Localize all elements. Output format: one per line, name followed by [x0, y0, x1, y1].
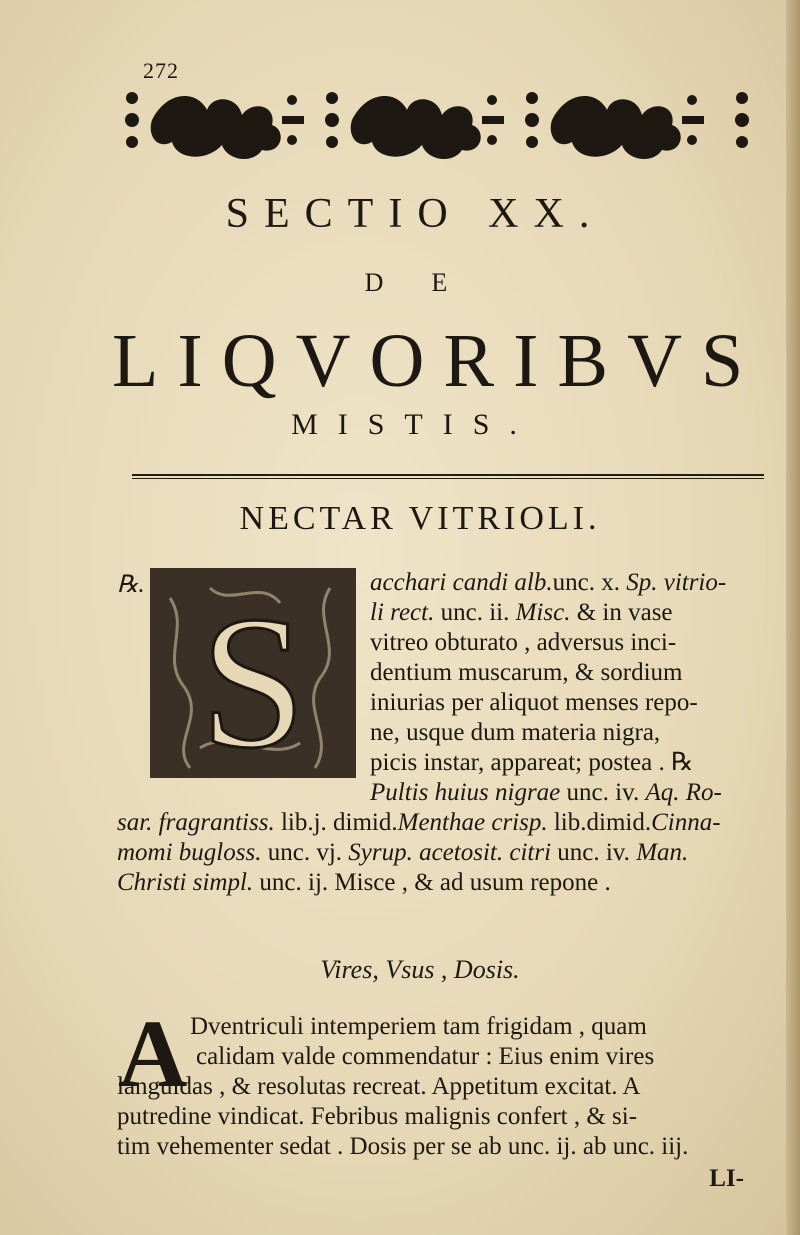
- horizontal-rule: [132, 474, 764, 479]
- recipe-line: [370, 628, 676, 658]
- recipe-text-segment: acchari candi alb.: [370, 569, 553, 596]
- recipe-text-segment: li rect.: [370, 599, 435, 626]
- page-number: 272: [143, 58, 179, 83]
- drop-cap-letter: S: [200, 578, 306, 778]
- recipe-text-segment: Man.: [636, 839, 689, 866]
- drop-cap-s: [150, 568, 356, 778]
- recipe-text-segment: iniurias per aliquot menses repo-: [370, 689, 698, 716]
- recipe-text-segment: momi bugloss.: [117, 839, 262, 866]
- recipe-text-segment: lib.j. dimid.: [274, 809, 398, 836]
- recipe-mark: ℞.: [117, 572, 145, 598]
- recipe-text-segment: unc. x.: [552, 569, 627, 596]
- recipe-text-segment: ne, usque dum materia nigra,: [370, 719, 661, 746]
- decorative-headpiece: [112, 70, 768, 170]
- usage-initial: A: [118, 1000, 188, 1107]
- page-spine-edge: [786, 0, 800, 1235]
- usage-line: Dventriculi intemperiem tam frigidam , quam: [190, 1013, 647, 1040]
- recipe-text-segment: Sp. vitrio-: [626, 569, 727, 596]
- usage-heading: Vires, Vsus , Dosis.: [320, 955, 520, 984]
- recipe-text-segment: Menthae crisp.: [397, 809, 548, 836]
- recipe-line: [370, 568, 726, 598]
- recipe-text-segment: & in vase: [570, 599, 673, 626]
- section-heading: SECTIO XX.: [225, 191, 605, 237]
- recipe-text-segment: Pultis huius nigrae: [370, 779, 561, 806]
- recipe-text-segment: unc. ii.: [434, 599, 516, 626]
- recipe-line: [117, 808, 721, 838]
- recipe-line: [117, 838, 688, 868]
- recipe-text-segment: dentium muscarum, & sordium: [370, 659, 683, 686]
- recipe-text-segment: unc. iv.: [551, 839, 637, 866]
- recipe-line: [370, 688, 698, 718]
- recipe-text-segment: Cinna-: [651, 809, 721, 836]
- usage-line: calidam valde commendatur : Eius enim vires: [196, 1043, 655, 1070]
- recipe-text-segment: unc. ij. Misce , & ad usum repone .: [253, 869, 611, 896]
- catchword: LI-: [709, 1165, 744, 1192]
- recipe-text-segment: unc. iv.: [560, 779, 646, 806]
- usage-line: languidas , & resolutas recreat. Appetitum excitat. A: [117, 1073, 641, 1100]
- recipe-line: [117, 868, 611, 898]
- recipe-text-segment: Misc.: [515, 599, 571, 626]
- recipe-text-segment: picis instar, appareat; postea . ℞: [370, 749, 694, 776]
- title-subtitle: MISTIS.: [291, 408, 537, 441]
- usage-line: tim vehementer sedat . Dosis per se ab unc. ij. ab unc. iij.: [117, 1133, 689, 1160]
- recipe-text-segment: unc. vj.: [261, 839, 349, 866]
- recipe-text-segment: Syrup. acetosit. citri: [348, 839, 552, 866]
- heading-de: DE: [364, 268, 496, 297]
- recipe-line: [370, 718, 660, 748]
- recipe-title: NECTAR VITRIOLI.: [239, 500, 601, 537]
- recipe-line: [370, 748, 693, 778]
- recipe-text-segment: lib.dimid.: [547, 809, 652, 836]
- recipe-line: [370, 598, 673, 628]
- recipe-text-segment: Christi simpl.: [117, 869, 254, 896]
- recipe-text-segment: sar. fragrantiss.: [117, 809, 275, 836]
- usage-line: putredine vindicat. Febribus malignis confert , & si-: [117, 1103, 638, 1130]
- recipe-line: [370, 778, 722, 808]
- recipe-text-segment: Aq. Ro-: [645, 779, 722, 806]
- recipe-line: [370, 658, 682, 688]
- main-title: LIQVORIBVS: [112, 319, 763, 403]
- recipe-text-segment: vitreo obturato , adversus inci-: [370, 629, 677, 656]
